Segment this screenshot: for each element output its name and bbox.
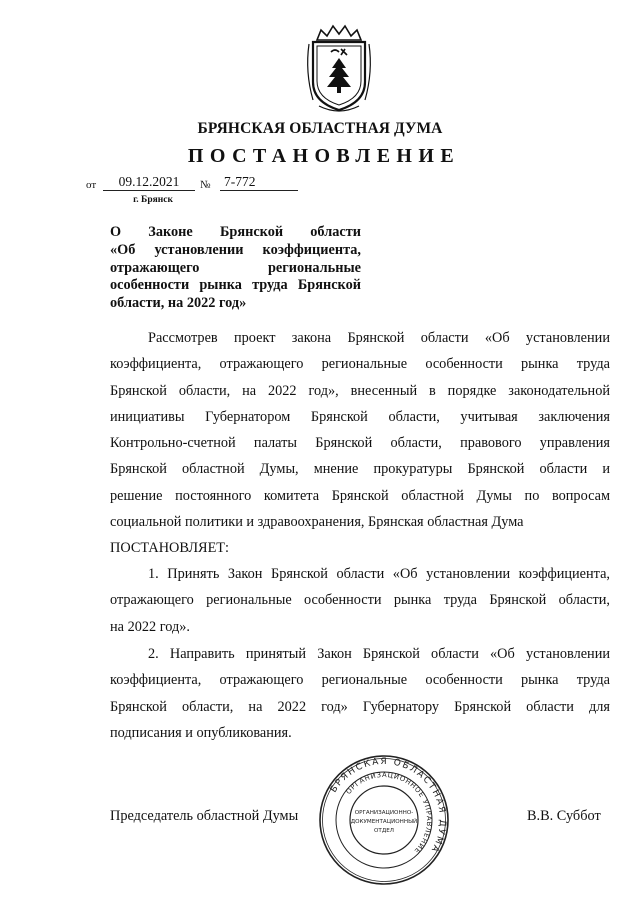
official-stamp xyxy=(318,754,450,886)
issuing-body-name: БРЯНСКАЯ ОБЛАСТНАЯ ДУМА xyxy=(197,120,443,137)
subject-line: О Законе Брянской области xyxy=(110,224,361,240)
text-line: на 2022 год». xyxy=(110,618,190,635)
subject-line: особенности рынка труда Брянской xyxy=(110,277,361,294)
text-line: Брянской области, на 2022 год» Губернатору Брянской области для xyxy=(110,698,610,715)
stamp-ring-text: ОРГАНИЗАЦИОННОЕ УПРАВЛЕНИЕ xyxy=(344,770,434,856)
text-line: решение постоянного комитета Брянской областной Думы по вопросам xyxy=(110,487,610,504)
text-line: подписания и опубликования. xyxy=(110,724,292,741)
subject-line: области, на 2022 год» xyxy=(110,295,247,312)
signer-position: Председатель областной Думы xyxy=(110,808,299,824)
text-line: 1. Принять Закон Брянской области «Об установлении коэффициента, xyxy=(148,566,610,582)
date-prefix: от xyxy=(86,179,97,191)
item-2-paragraph xyxy=(110,641,610,746)
text-line: 2. Направить принятый Закон Брянской области «Об установлении xyxy=(148,646,610,662)
city-label: г. Брянск xyxy=(133,195,173,205)
text-line: Брянской области, на 2022 год», внесенный в порядке законодательной xyxy=(110,382,610,399)
document-number: 7-772 xyxy=(220,174,298,191)
stamp-center-line: ОТДЕЛ xyxy=(374,828,394,834)
text-line: коэффициента, отражающего региональные особенности рынка труда xyxy=(110,356,610,373)
text-line: социальной политики и здравоохранения, Брянская областная Дума xyxy=(110,514,524,531)
subject-line: «Об установлении коэффициента, xyxy=(110,241,361,258)
text-line: коэффициента, отражающего региональные особенности рынка труда xyxy=(110,672,610,689)
text-line: Контрольно-счетной палаты Брянской области, правового управления xyxy=(110,435,610,452)
document-subject xyxy=(110,224,361,313)
stamp-center-line: ОРГАНИЗАЦИОННО- xyxy=(354,810,414,816)
text-line: инициативы Губернатором Брянской области, учитывая заключения xyxy=(110,408,610,425)
document-date: 09.12.2021 xyxy=(103,174,195,191)
subject-line: отражающего региональные xyxy=(110,259,361,276)
document-type-title: ПОСТАНОВЛЕНИЕ xyxy=(187,145,461,167)
resolves-label: ПОСТАНОВЛЯЕТ: xyxy=(110,540,230,556)
preamble-paragraph xyxy=(110,325,610,535)
text-line: Рассмотрев проект закона Брянской области «Об установлении xyxy=(148,330,610,346)
item-1-paragraph xyxy=(110,561,610,640)
signer-name: В.В. Суббот xyxy=(527,808,601,824)
number-prefix: № xyxy=(200,179,211,191)
stamp-outer-text: БРЯНСКАЯ ОБЛАСТНАЯ ДУМА xyxy=(328,756,448,855)
coat-of-arms-emblem xyxy=(301,22,377,116)
text-line: отражающего региональные особенности рынка труда Брянской области, xyxy=(110,592,610,609)
stamp-center-line: ДОКУМЕНТАЦИОННЫЙ xyxy=(350,819,418,825)
text-line: Брянской областной Думы, мнение прокуратуры Брянской области и xyxy=(110,461,610,478)
